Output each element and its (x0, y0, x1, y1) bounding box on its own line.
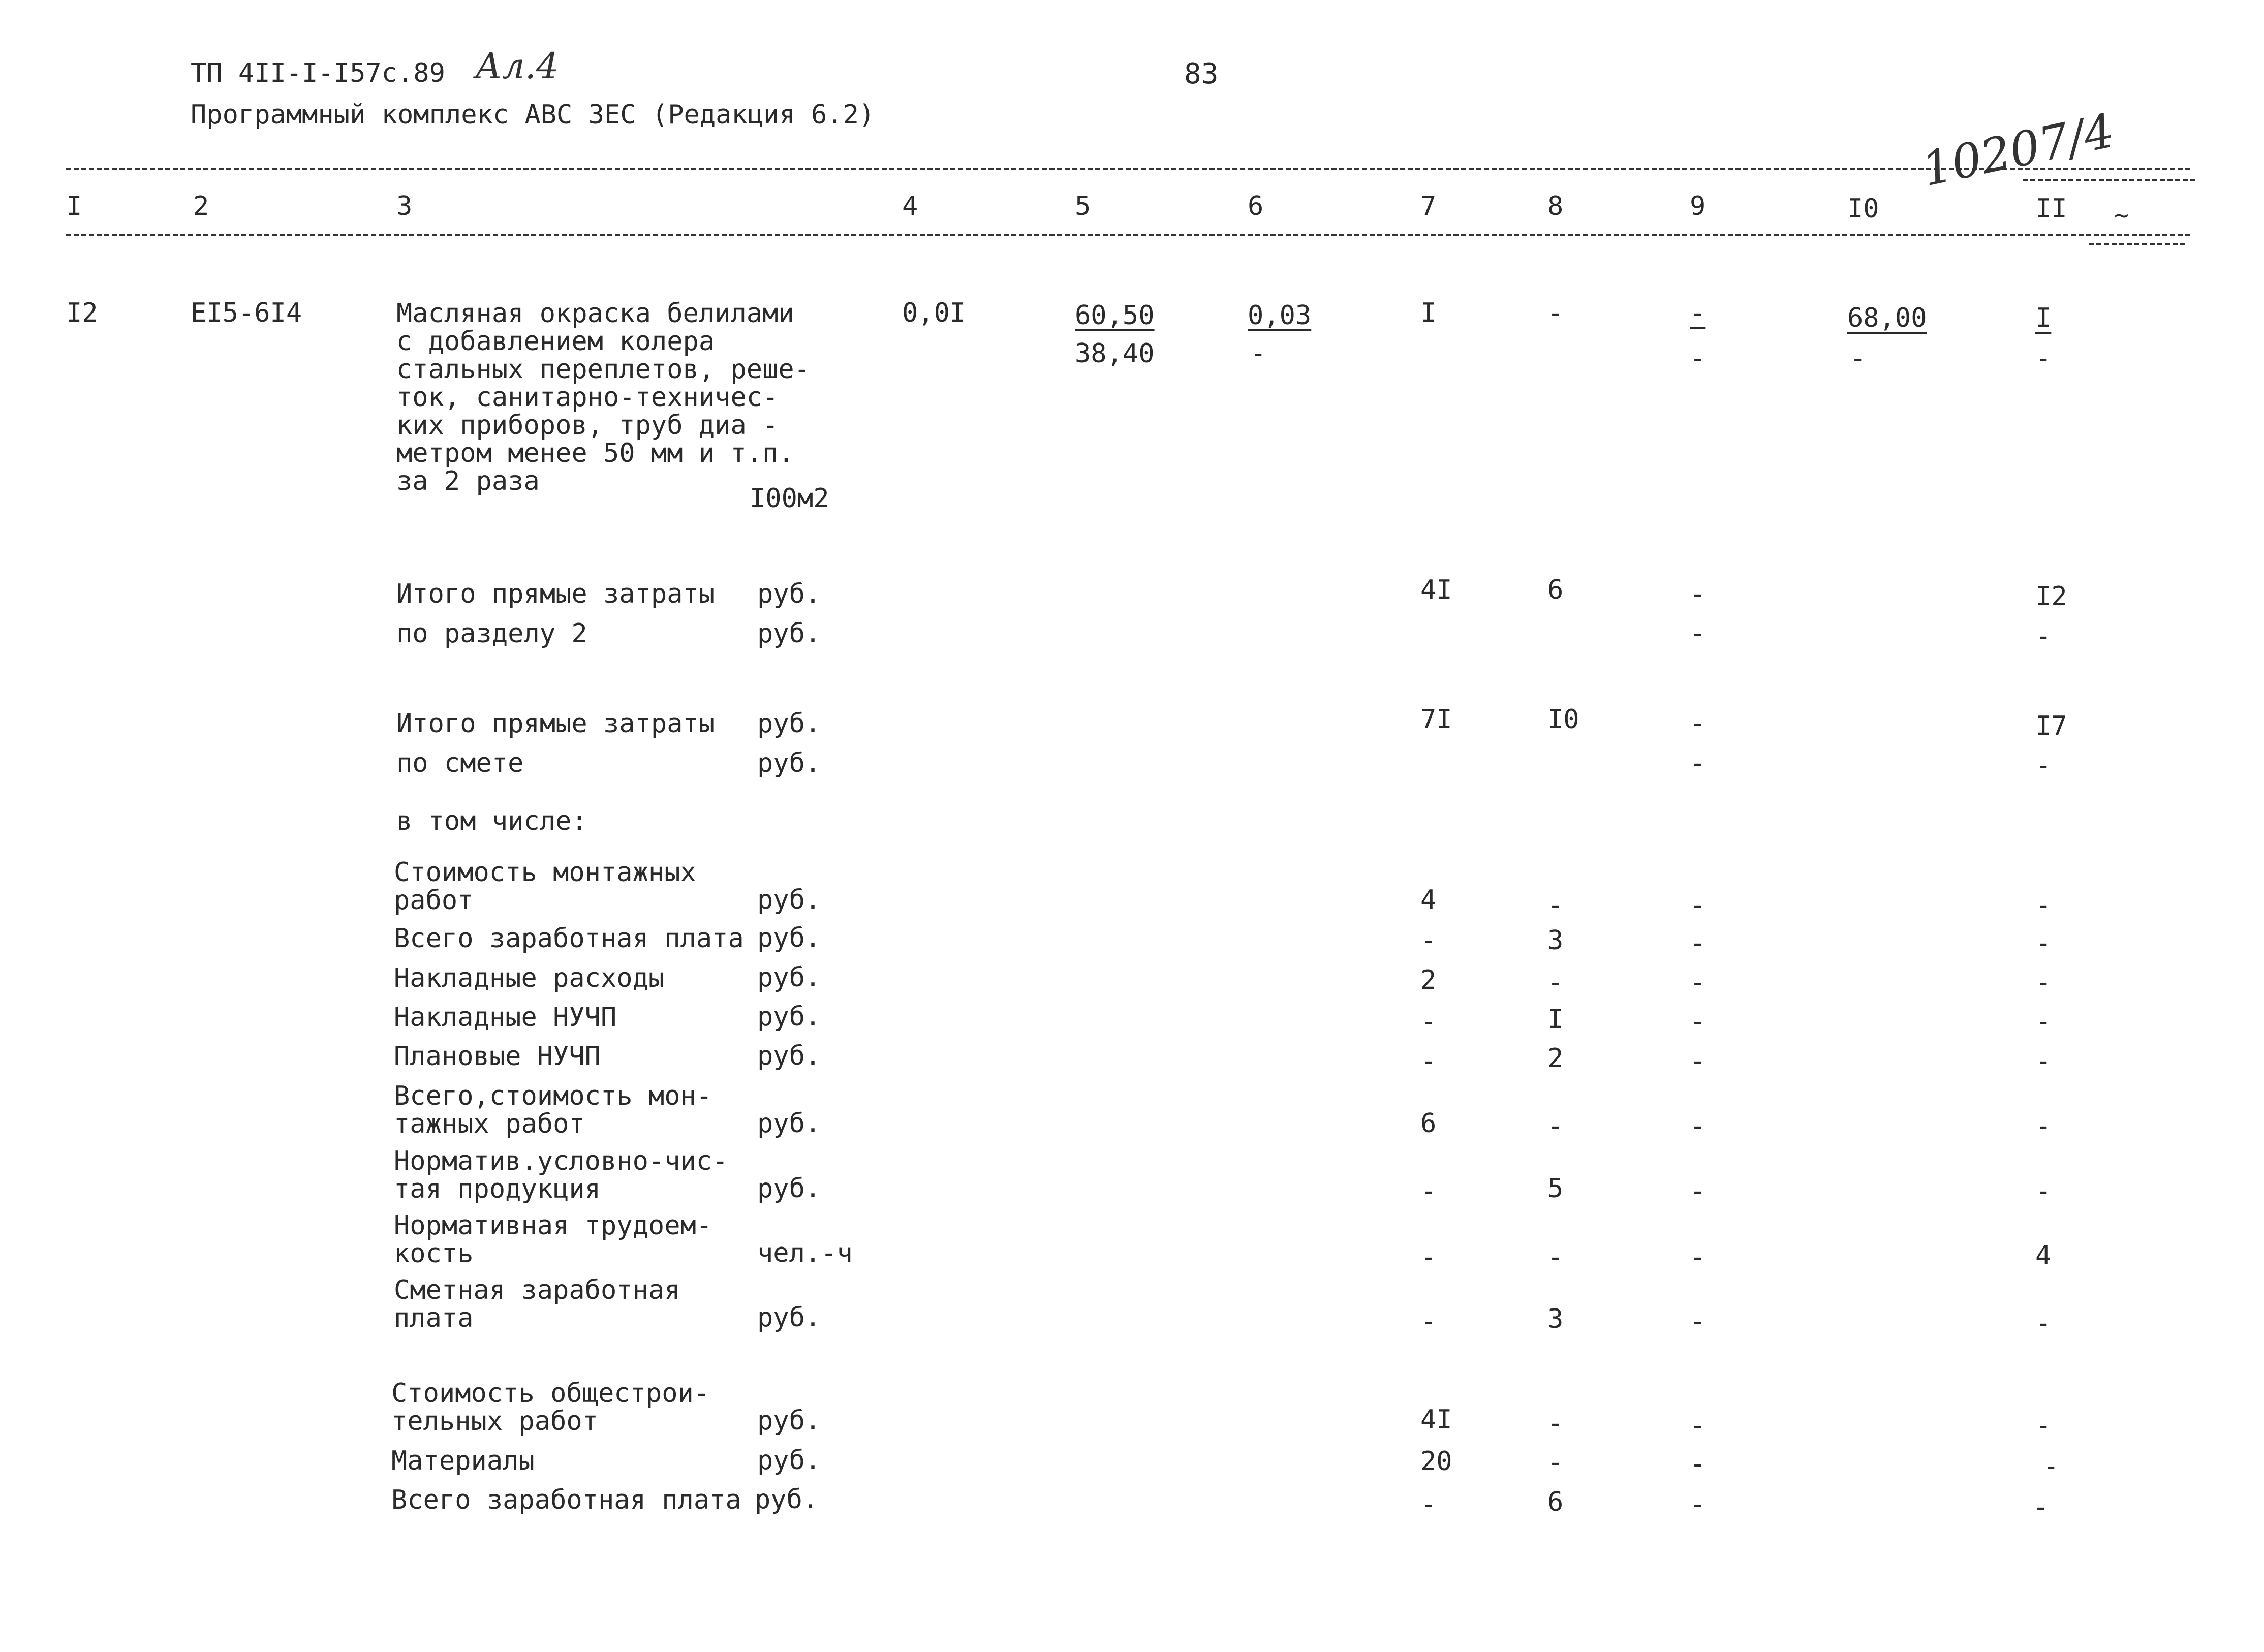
row-col9: - (1690, 1007, 1706, 1037)
row-unit: руб. (757, 1108, 821, 1139)
row-label: Накладные НУЧП (394, 1002, 617, 1033)
row-col11: - (2035, 1308, 2052, 1338)
row-col8: 6 (1547, 1487, 1564, 1517)
position-code: EI5-6I4 (191, 298, 302, 328)
row-col7: - (1420, 1242, 1437, 1272)
row-col8: - (1547, 1408, 1564, 1439)
col-header-11: II (2035, 194, 2067, 224)
row-unit: руб. (757, 885, 821, 915)
row-col9: - (1690, 1111, 1706, 1141)
total-section-label: Итого прямые затраты по разделу 2 (396, 579, 715, 649)
row-col8: - (1547, 968, 1564, 998)
header-bottom-rule (66, 234, 2190, 236)
row-unit: руб. (757, 1041, 821, 1071)
row-unit: руб. (757, 1173, 821, 1204)
row-col11: - (2035, 1007, 2052, 1037)
including-label: в том числе: (396, 806, 587, 836)
total-section-col11: I2 - (2035, 581, 2067, 651)
row-col11: - (2035, 1176, 2052, 1206)
position-col8: - (1547, 298, 1564, 328)
position-col9-top: - (1690, 298, 1706, 328)
row-col7: 20 (1420, 1446, 1452, 1477)
header-top-rule-tail (2023, 179, 2195, 181)
row-col8: 3 (1547, 1304, 1564, 1334)
position-col6-top: 0,03 (1248, 300, 1312, 331)
position-description: Масляная окраска белилами с добавлением колера стальных переплетов, реше- ток, санитарно-техничес- ких приборов, труб диа - метром менее 50 мм и т.п. за 2 раза (396, 298, 810, 496)
row-unit: руб. (757, 1445, 821, 1476)
row-col8: - (1547, 1242, 1564, 1272)
row-unit: руб. (755, 1484, 819, 1515)
row-label: Сметная заработная плата (394, 1275, 680, 1333)
total-estimate-col7: 7I (1420, 704, 1452, 735)
page-number: 83 (1184, 57, 1219, 90)
col-header-10: I0 (1847, 194, 1879, 224)
col-header-1: I (66, 191, 82, 222)
total-estimate-col11: I7 - (2035, 711, 2067, 781)
row-col11: 4 (2035, 1240, 2052, 1271)
row-label: Накладные расходы (394, 963, 665, 993)
position-quantity: 0,0I (902, 298, 966, 328)
total-estimate-col8: I0 (1547, 704, 1579, 735)
position-number: I2 (66, 298, 98, 328)
total-estimate-unit: руб. руб. (757, 708, 821, 778)
position-col9-bottom: - (1690, 344, 1706, 374)
row-col9: - (1690, 1242, 1706, 1272)
row-label: Норматив.условно-чис- тая продукция (394, 1146, 728, 1204)
row-col11: - (2035, 1111, 2052, 1141)
doc-code: ТП 4II-I-I57с.89 (191, 58, 445, 88)
row-label: Плановые НУЧП (394, 1041, 601, 1072)
row-col9: - (1690, 1046, 1706, 1076)
total-section-unit: руб. руб. (757, 579, 821, 649)
row-label: Всего,стоимость мон- тажных работ (394, 1081, 712, 1139)
row-label: Всего заработная плата (391, 1485, 741, 1515)
row-col9: - (1690, 928, 1706, 958)
position-col7: I (1420, 298, 1437, 328)
col-header-3: 3 (396, 191, 413, 222)
total-estimate-col9: - - (1690, 708, 1706, 778)
row-col9: - (1690, 1449, 1706, 1479)
position-col10-top: 68,00 (1847, 303, 1927, 333)
col-header-9: 9 (1690, 191, 1706, 222)
col-header-7: 7 (1420, 191, 1437, 222)
total-estimate-label: Итого прямые затраты по смете (396, 708, 715, 778)
row-unit: руб. (757, 1302, 821, 1333)
handwritten-note: Ал.4 (475, 45, 559, 87)
row-col8: I (1547, 1004, 1564, 1035)
row-col11: - (2035, 1046, 2052, 1076)
row-col11: - (2035, 1411, 2052, 1441)
handwritten-code: 10207/4 (1917, 103, 2119, 197)
row-col7: - (1420, 1007, 1437, 1037)
program-line: Программный комплекс АВС 3ЕС (Редакция 6.2) (191, 100, 875, 130)
row-col8: - (1547, 1111, 1564, 1141)
row-label: Стоимость общестрои- тельных работ (391, 1378, 710, 1437)
row-col9: - (1690, 1411, 1706, 1441)
row-col9: - (1690, 968, 1706, 998)
row-label: Стоимость монтажных работ (394, 857, 696, 916)
row-unit: руб. (757, 1406, 821, 1436)
row-unit: руб. (757, 1002, 821, 1032)
row-col7: - (1420, 925, 1437, 956)
row-label: Материалы (391, 1446, 535, 1476)
row-col8: 3 (1547, 925, 1564, 956)
header-bottom-rule-tail (2089, 243, 2185, 245)
row-col7: - (1420, 1489, 1437, 1520)
col-header-4: 4 (902, 191, 918, 222)
col-header-6: 6 (1248, 191, 1264, 222)
row-col8: - (1547, 1447, 1564, 1478)
total-section-col9: - - (1690, 579, 1706, 649)
row-col9: - (1690, 1489, 1706, 1520)
row-col9: - (1690, 890, 1706, 920)
row-col9: - (1690, 1306, 1706, 1337)
row-col7: 2 (1420, 965, 1437, 995)
col-header-8: 8 (1547, 191, 1564, 222)
row-col7: 6 (1420, 1108, 1437, 1139)
row-col11: - (2043, 1451, 2059, 1482)
row-col11: - (2035, 890, 2052, 920)
total-section-col8: 6 (1547, 575, 1564, 605)
col-header-2: 2 (193, 191, 209, 222)
tilde-mark: ~ (2114, 201, 2129, 230)
row-unit: руб. (757, 923, 821, 953)
col-header-5: 5 (1075, 191, 1091, 222)
position-col11-bottom: - (2035, 344, 2052, 374)
row-label: Нормативная трудоем- кость (394, 1210, 712, 1269)
row-col7: 4 (1420, 885, 1437, 915)
position-col11-top: I (2035, 303, 2052, 333)
position-col6-bottom: - (1250, 338, 1266, 369)
row-col11: - (2035, 968, 2052, 998)
row-col11: - (2035, 928, 2052, 958)
row-col7: 4I (1420, 1405, 1452, 1435)
row-col7: - (1420, 1176, 1437, 1206)
position-price-wage: 38,40 (1075, 338, 1155, 369)
row-col8: 2 (1547, 1043, 1564, 1074)
position-price-total: 60,50 (1075, 300, 1155, 331)
header-top-rule (66, 168, 2190, 170)
row-col7: - (1420, 1306, 1437, 1337)
row-unit: чел.-ч (757, 1238, 853, 1268)
row-unit: руб. (757, 962, 821, 993)
total-section-col7: 4I (1420, 575, 1452, 605)
position-unit: I00м2 (750, 483, 829, 514)
row-col7: - (1420, 1046, 1437, 1076)
row-col8: - (1547, 890, 1564, 920)
row-col8: 5 (1547, 1173, 1564, 1204)
position-col10-bottom: - (1850, 344, 1866, 374)
row-col11: - (2033, 1492, 2049, 1522)
row-col9: - (1690, 1176, 1706, 1206)
row-label: Всего заработная плата (394, 923, 744, 954)
